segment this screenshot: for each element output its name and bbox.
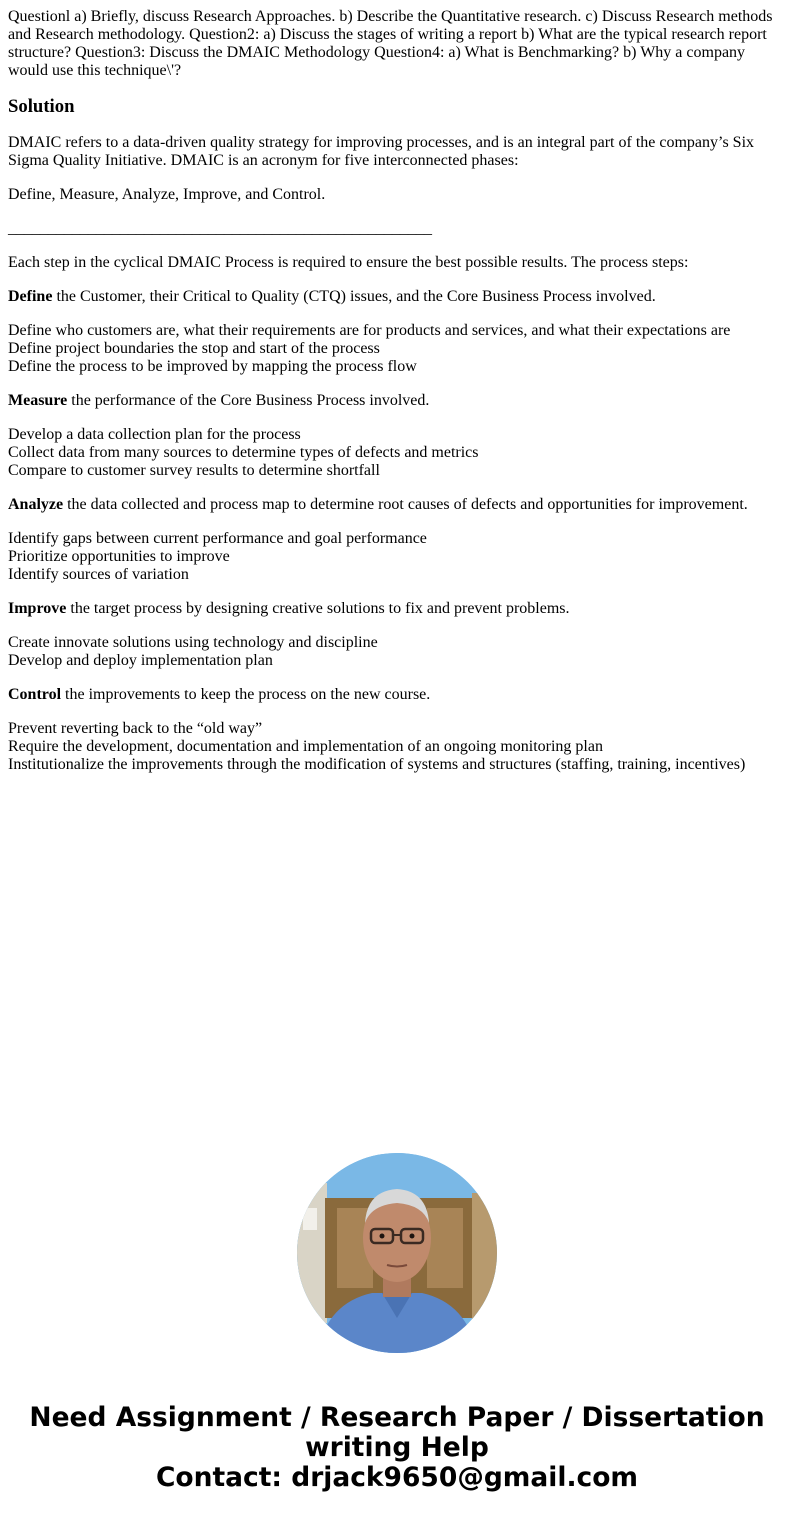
- list-item: Prevent reverting back to the “old way”: [8, 720, 263, 737]
- promo-line-2: writing Help: [305, 1432, 489, 1463]
- step-define-text: the Customer, their Critical to Quality (CTQ) issues, and the Core Business Process involved.: [52, 288, 656, 305]
- step-define-keyword: Define: [8, 288, 53, 305]
- separator-line: _____________________________________________________: [8, 220, 432, 237]
- step-improve-heading: [8, 600, 786, 618]
- list-item: Define the process to be improved by mapping the process flow: [8, 358, 417, 375]
- list-item: Identify sources of variation: [8, 566, 189, 583]
- list-item: Identify gaps between current performance and goal performance: [8, 530, 427, 547]
- person-portrait-icon: [297, 1153, 497, 1353]
- step-analyze-list: [8, 530, 786, 584]
- list-item: Compare to customer survey results to determine shortfall: [8, 462, 380, 479]
- step-analyze-keyword: Analyze: [8, 496, 64, 513]
- promo-banner: [0, 1403, 794, 1493]
- step-define-list: [8, 322, 786, 376]
- question-text: Questionl a) Briefly, discuss Research Approaches. b) Describe the Quantitative research. c) Discuss Research methods and Research methodology. Question2: a) Discuss the stages of writing a report b) What are the typical research report structure? Question3: Discuss the DMAIC Methodology Question4: a) What is Benchmarking? b) Why a company would use this technique\'?: [8, 8, 773, 79]
- list-item: Define who customers are, what their requirements are for products and services, and what their expectations are: [8, 322, 731, 339]
- step-define-heading: [8, 288, 786, 306]
- steps-intro: Each step in the cyclical DMAIC Process is required to ensure the best possible results. The process steps:: [8, 254, 689, 271]
- phases-line: Define, Measure, Analyze, Improve, and Control.: [8, 186, 326, 203]
- document-body: [8, 8, 786, 790]
- step-control-keyword: Control: [8, 686, 62, 703]
- promo-line-1: Need Assignment / Research Paper / Dissertation: [29, 1402, 765, 1433]
- step-measure-heading: [8, 392, 786, 410]
- list-item: Institutionalize the improvements through the modification of systems and structures (staffing, training, incentives): [8, 756, 746, 773]
- solution-heading: Solution: [8, 96, 75, 117]
- step-measure-keyword: Measure: [8, 392, 68, 409]
- step-control-text: the improvements to keep the process on the new course.: [61, 686, 431, 703]
- step-analyze-text: the data collected and process map to determine root causes of defects and opportunities for improvement.: [63, 496, 748, 513]
- list-item: Develop and deploy implementation plan: [8, 652, 273, 669]
- promo-contact: Contact: drjack9650@gmail.com: [155, 1462, 639, 1493]
- step-measure-text: the performance of the Core Business Process involved.: [67, 392, 430, 409]
- step-improve-list: [8, 634, 786, 670]
- avatar: [297, 1153, 497, 1353]
- step-analyze-heading: [8, 496, 786, 514]
- step-improve-keyword: Improve: [8, 600, 67, 617]
- list-item: Require the development, documentation and implementation of an ongoing monitoring plan: [8, 738, 603, 755]
- list-item: Collect data from many sources to determine types of defects and metrics: [8, 444, 479, 461]
- step-control-heading: [8, 686, 786, 704]
- step-control-list: [8, 720, 786, 774]
- list-item: Prioritize opportunities to improve: [8, 548, 230, 565]
- step-measure-list: [8, 426, 786, 480]
- list-item: Create innovate solutions using technology and discipline: [8, 634, 378, 651]
- intro-paragraph: DMAIC refers to a data-driven quality strategy for improving processes, and is an integral part of the company’s Six Sigma Quality Initiative. DMAIC is an acronym for five interconnected phases:: [8, 134, 755, 169]
- list-item: Develop a data collection plan for the process: [8, 426, 301, 443]
- list-item: Define project boundaries the stop and start of the process: [8, 340, 380, 357]
- step-improve-text: the target process by designing creative solutions to fix and prevent problems.: [66, 600, 570, 617]
